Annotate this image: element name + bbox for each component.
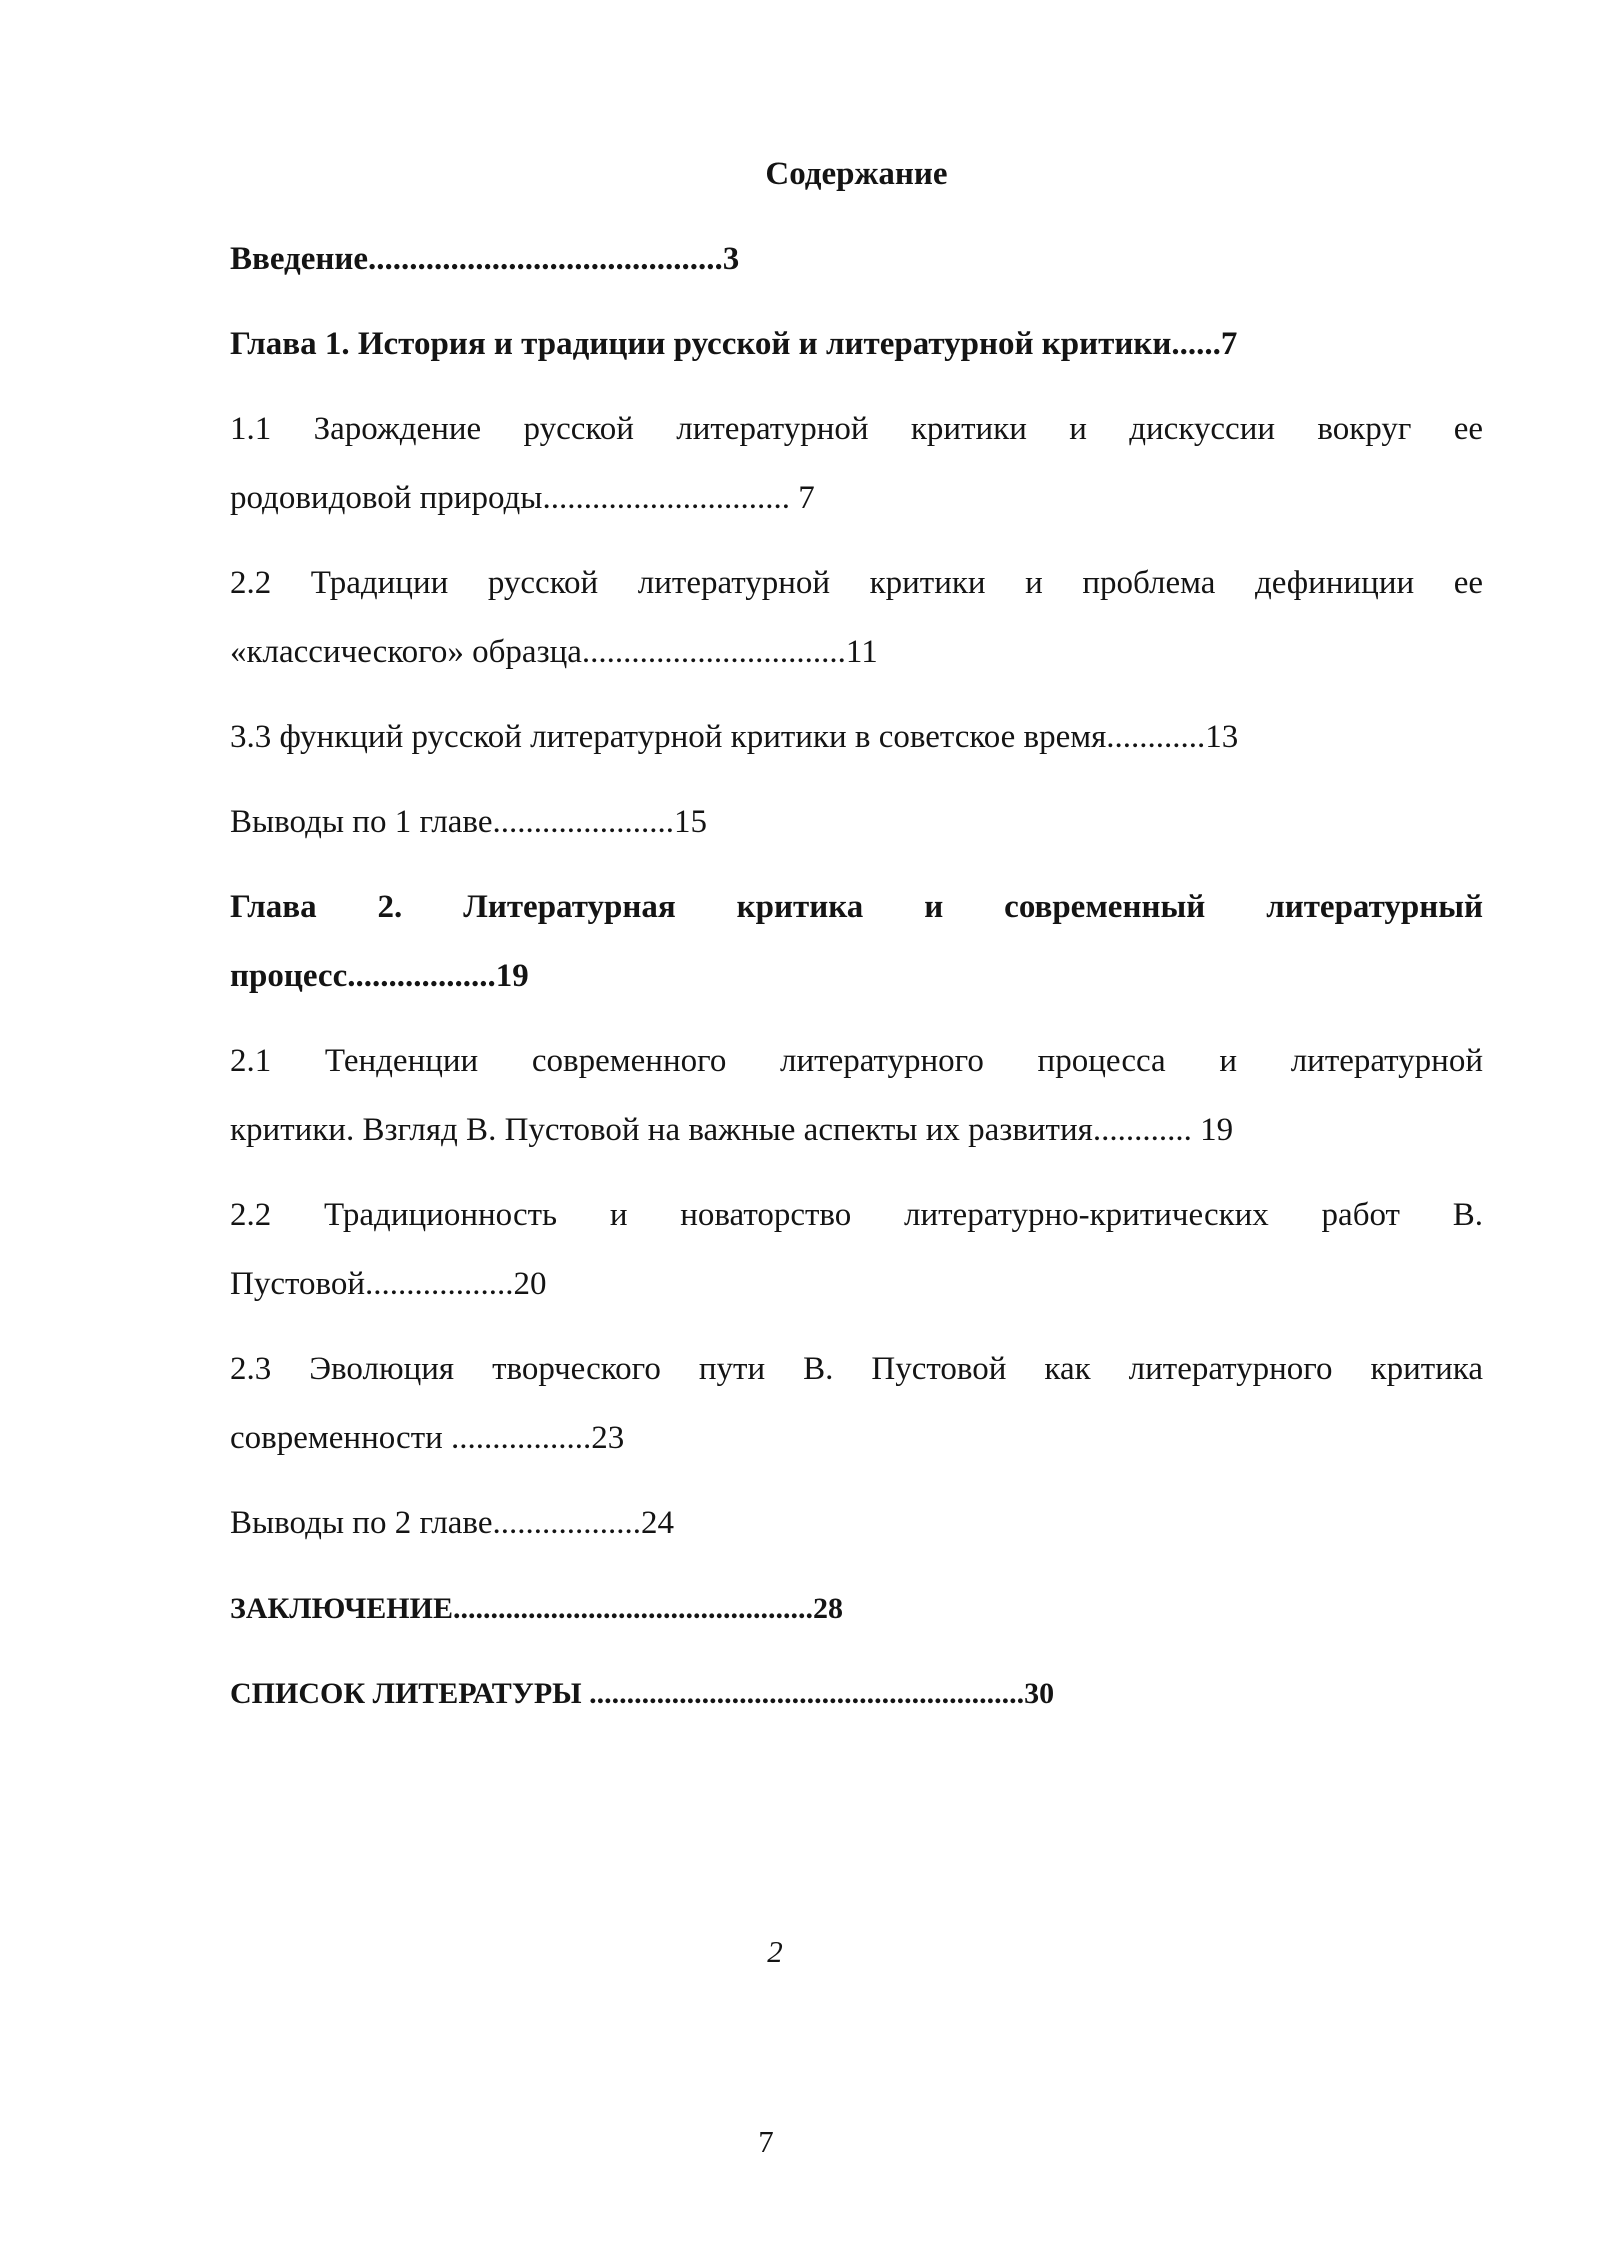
toc-entry bbox=[230, 549, 1483, 687]
toc-entry bbox=[230, 1027, 1483, 1165]
toc-entries bbox=[230, 225, 1483, 1728]
toc-page bbox=[230, 140, 1483, 1744]
toc-entry-line: Выводы по 2 главе..................24 bbox=[230, 1505, 674, 1541]
toc-entry-line: 2.1 Тенденции современного литературного процесса и литературной bbox=[230, 1043, 1483, 1079]
toc-entry-line: критики. Взгляд В. Пустовой на важные аспекты их развития............ 19 bbox=[230, 1112, 1234, 1148]
toc-entry bbox=[230, 1659, 1483, 1728]
toc-entry bbox=[230, 1335, 1483, 1473]
toc-entry-line: «классического» образца................................11 bbox=[230, 634, 878, 670]
footer-note-number: 2 bbox=[767, 1934, 783, 1969]
toc-entry-line: 3.3 функций русской литературной критики в советское время............13 bbox=[230, 719, 1239, 755]
toc-entry bbox=[230, 310, 1483, 379]
toc-entry-line: процесс..................19 bbox=[230, 958, 529, 994]
toc-entry bbox=[230, 1574, 1483, 1643]
page-title: Содержание bbox=[765, 156, 948, 192]
toc-entry-line: Глава 2. Литературная критика и современный литературный bbox=[230, 889, 1483, 925]
toc-entry-line: 2.3 Эволюция творческого пути В. Пустовой как литературного критика bbox=[230, 1351, 1483, 1387]
toc-entry bbox=[230, 703, 1483, 772]
toc-entry-line: Введение...........................................3 bbox=[230, 241, 740, 277]
footer-page-number: 7 bbox=[758, 2124, 774, 2159]
toc-entry-line: родовидовой природы.............................. 7 bbox=[230, 480, 815, 516]
toc-entry-line: 2.2 Традиционность и новаторство литературно-критических работ В. bbox=[230, 1197, 1483, 1233]
toc-entry-line: Глава 1. История и традиции русской и литературной критики......7 bbox=[230, 326, 1238, 362]
toc-entry bbox=[230, 1181, 1483, 1319]
toc-entry-line: ЗАКЛЮЧЕНИЕ................................................28 bbox=[230, 1592, 843, 1625]
toc-entry bbox=[230, 788, 1483, 857]
toc-entry-line: СПИСОК ЛИТЕРАТУРЫ ..........................................................30 bbox=[230, 1677, 1055, 1710]
toc-entry-line: современности .................23 bbox=[230, 1420, 625, 1456]
toc-entry-line: Пустовой..................20 bbox=[230, 1266, 547, 1302]
toc-entry bbox=[230, 395, 1483, 533]
toc-entry bbox=[230, 873, 1483, 1011]
toc-entry bbox=[230, 225, 1483, 294]
toc-entry-line: Выводы по 1 главе......................15 bbox=[230, 804, 707, 840]
toc-entry bbox=[230, 1489, 1483, 1558]
toc-entry-line: 1.1 Зарождение русской литературной критики и дискуссии вокруг ее bbox=[230, 411, 1483, 447]
toc-entry-line: 2.2 Традиции русской литературной критики и проблема дефиниции ее bbox=[230, 565, 1483, 601]
